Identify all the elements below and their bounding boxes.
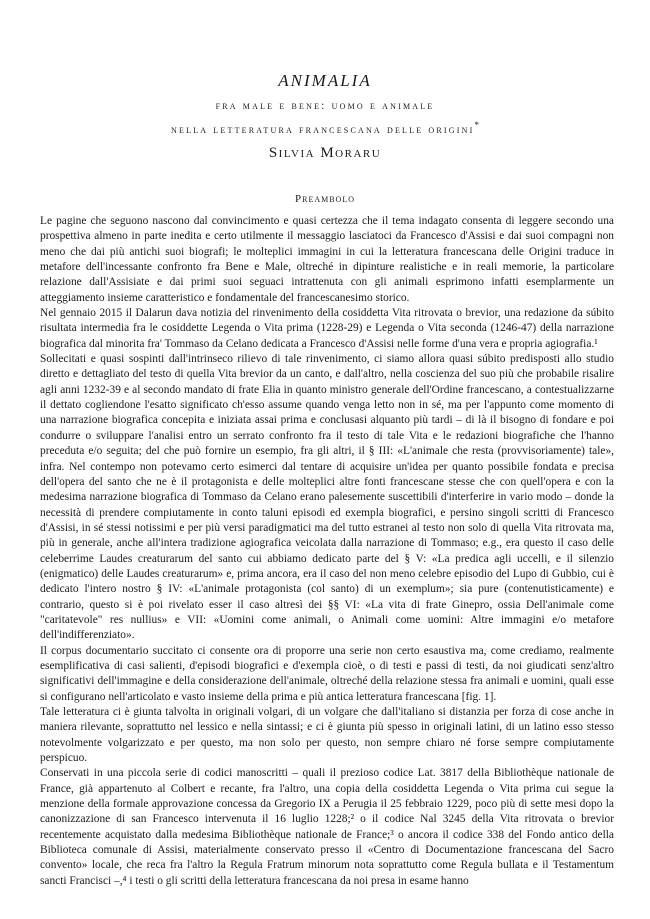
paragraph-4: Il corpus documentario succitato ci consente ora di proporre una serie non certo esaustiva ma, come crediamo, realmente esemplificativa di casi salienti, d'episodi biografici e d'exempla cioè, o di testi e passi di testi, da noi giudicati senz'altro significativi dell'immagine e della considerazione dell'animale, oltreché della relazione stessa fra animali e uomini, quali esse si configurano nell'articolato e vasto insieme della prima e più antica letteratura francescana [fig. 1]. [40, 644, 614, 703]
paragraph-1: Le pagine che seguono nascono dal convincimento e quasi certezza che il tema indagato consenta di leggere secondo una prospettiva almeno in parte inedita e certo utilmente il messaggio lasciatoci da Francesco d'Assisi e dai suoi compagni non meno che dai più antichi suoi biografi; le molteplici immagini in cui la letteratura francescana delle Origini traduce in metafore dell'incessante confronto fra Bene e Male, oltreché in dipinture realistiche e in reali memorie, la particolare relazione dall'Assisiate e dai primi suoi seguaci intrattenuta con gli animali esprimono infatti esemplarmente un atteggiamento insieme caratteristico e fondamentale del francescanesimo storico. [40, 215, 614, 304]
footnote-mark: * [474, 120, 479, 130]
paragraph-5: Tale letteratura ci è giunta talvolta in originali volgari, di un volgare che dall'italiano si distanzia per forza di cose anche in maniera rilevante, soprattutto nel lessico e nella sintassi; e ci è giunta più spesso in originali latini, di un latino esso stesso notevolmente volgarizzato e per questo, ma non solo per questo, non sempre chiaro né forse sempre compiutamente perspicuo. [40, 706, 614, 765]
article-body [40, 214, 614, 889]
article-subtitle-line2 [0, 120, 650, 136]
author-name: Silvia Moraru [268, 145, 382, 161]
paragraph-2: Nel gennaio 2015 il Dalarun dava notizia del rinvenimento della cosiddetta Vita ritrovata o brevior, una redazione da súbito risultata intermedia fra le cosiddette Legenda o Vita prima (1228-29) e Legenda o Vita seconda (1246-47) della narrazione biografica dal minorita fra' Tommaso da Celano dedicata a Francesco d'Assisi nelle forme d'una vera e propria agiografia.¹ [40, 307, 614, 350]
section-heading: Preambolo [294, 193, 355, 205]
subtitle-line2-text: nella letteratura francescana delle origini [171, 123, 475, 136]
article-title: ANIMALIA [278, 71, 372, 90]
paragraph-6: Conservati in una piccola serie di codici manoscritti – quali il prezioso codice Lat. 3817 della Bibliothèque nationale de France, già appartenuto al Colbert e recante, fra l'altro, una copia della cosiddetta Legenda o Vita prima cui segue la menzione della formale approvazione concessa da Gregorio IX a Perugia il 25 febbraio 1229, poco più di sette mesi dopo la canonizzazione di san Francesco intervenuta il 16 luglio 1228;² o il codice Nal 3245 della Vita ritrovata o brevior recentemente acquistato dalla medesima Bibliothèque nationale de France;³ o ancora il codice 338 del Fondo antico della Biblioteca comunale di Assisi, materialmente conservato presso il «Centro di Documentazione francescana del Sacro convento» locale, che reca fra l'altro la Regula Fratrum minorum nota soprattutto come Regula bullata e il Testamentum sancti Francisci –,⁴ i testi o gli scritti della letteratura francescana da noi presa in esame hanno [40, 767, 614, 887]
article-subtitle-line1: fra male e bene: uomo e animale [215, 100, 435, 112]
paragraph-3: Sollecitati e quasi sospinti dall'intrinseco rilievo di tale rinvenimento, ci siamo allora quasi súbito predisposti allo studio diretto e dettagliato del testo di quella Vita brevior da un canto, e dall'altro, nella coscienza del suo più che probabile risalire agli anni 1232-39 e al secondo mandato di frate Elia in quanto ministro generale dell'Ordine francescano, a contestualizzarne il dettato cogliendone l'esatto significato ch'esso assume quando venga letto non in sé, ma per l'appunto come momento di una narrazione biografica concepita e iniziata assai prima e conclusasi alquanto più tardi – di là il bisogno di fondare e poi condurre o sviluppare l'analisi entro un serrato confronto fra il testo di tale Vita e le redazioni biografiche che l'hanno preceduta e/o seguita; del che può fornire un esempio, fra gli altri, il § III: «L'animale che resta (provvisoriamente) tale», infra. Nel contempo non potevamo certo esimerci dal tentare di acquisire un'idea per quanto possibile fondata e precisa dell'opera del santo che ne è il protagonista e delle molteplici altre fonti francescane stesse che con quell'opera e con la medesima narrazione biografica di Tommaso da Celano erano palesemente suscettibili d'interferire in vario modo – donde la necessità di prendere compiutamente in conto taluni episodi ed exempla biografici, e persino singoli scritti di Francesco d'Assisi, in sé stessi notissimi e per più versi paradigmatici ma del tutto estranei al testo non solo di quella Vita ritrovata ma, più in generale, anche all'intera tradizione agiografica veicolata dalla narrazione di Tommaso; e.g., era questo il caso delle celeberrime Laudes creaturarum del santo cui abbiamo dedicato parte del § V: «La predica agli uccelli, e il silenzio (enigmatico) delle Laudes creaturarum» e, prima ancora, era il caso del non meno celebre episodio del Lupo di Gubbio, cui è dedicato l'intero nostro § IV: «L'animale protagonista (col santo) di un exemplum»; sia pure (contenutisticamente) e contrario, questo si è poi rivelato esser il caso altresì dei §§ VI: «La vita di frate Ginepro, ossia Dell'animale come "caritatevole" res nullius» e VII: «Uomini come animali, o Animali come uomini: Altre immagini e/o metafore dell'indifferenziato». [40, 353, 614, 642]
